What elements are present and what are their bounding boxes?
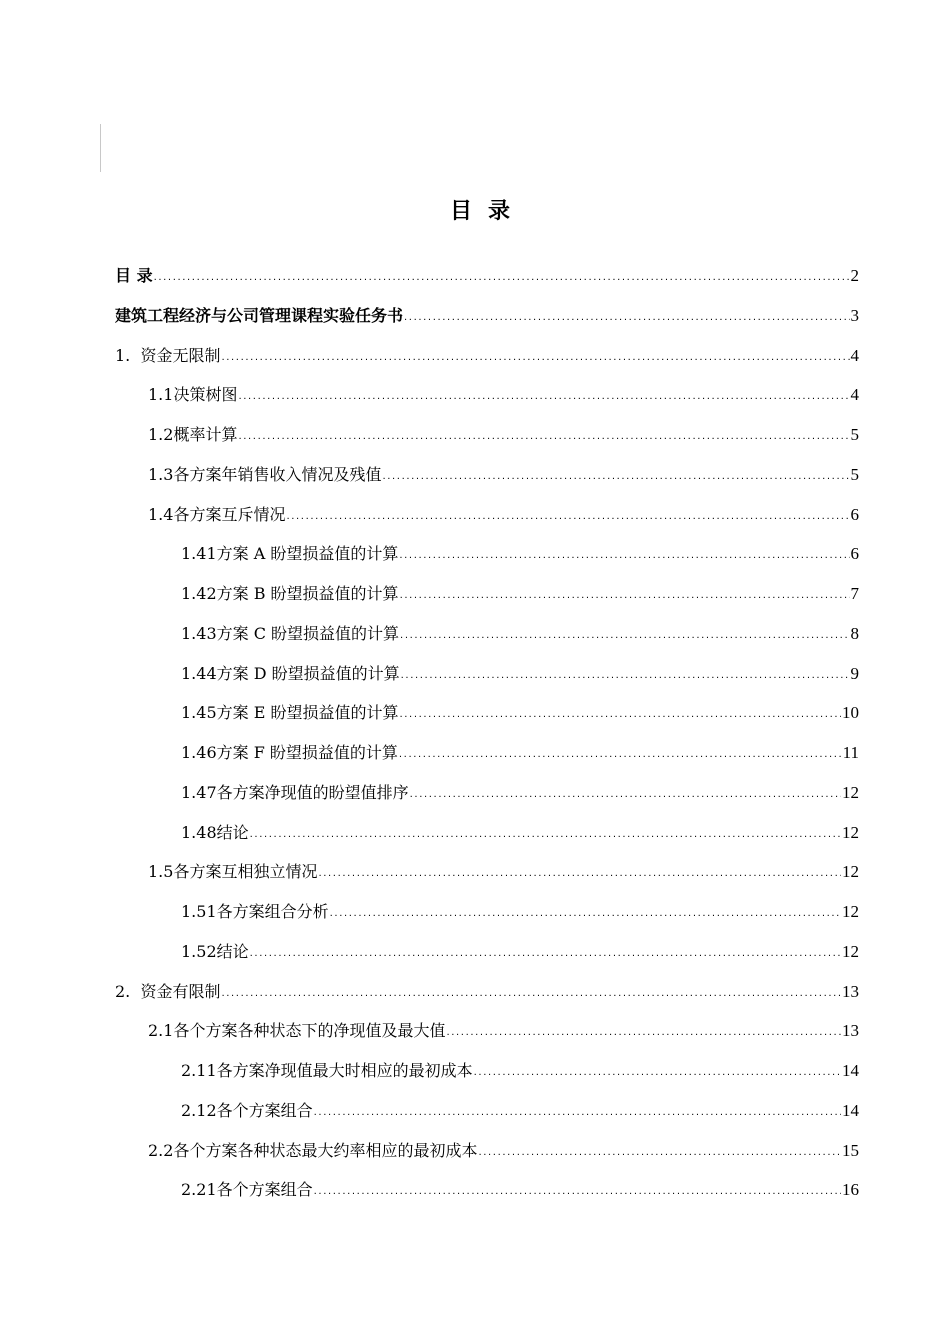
toc-page-number: 12 — [842, 822, 859, 842]
toc-entry-label: 各个方案组合 — [216, 1180, 313, 1200]
toc-entry[interactable] — [115, 326, 859, 366]
toc-entry-number: 2. — [115, 981, 141, 1001]
toc-entry-number: 2.21 — [181, 1180, 217, 1200]
toc-entry[interactable] — [148, 405, 859, 445]
toc-entry-label: 各方案年销售收入情况及残值 — [173, 464, 382, 484]
toc-page-number: 4 — [850, 345, 859, 365]
toc-page-number: 14 — [842, 1061, 859, 1080]
toc-page-number: 6 — [850, 544, 859, 564]
toc-entry[interactable] — [181, 763, 859, 803]
toc-dot-leader — [382, 469, 849, 485]
toc-entry-label: 各方案净现值的盼望值排序 — [216, 782, 409, 802]
toc-entry-number: 2.11 — [181, 1061, 217, 1080]
toc-entry-label: 各方案互相独立情况 — [173, 862, 318, 882]
toc-entry-number: 1.51 — [181, 902, 217, 921]
toc-entry-label: 各方案净现值最大时相应的最初成本 — [216, 1061, 473, 1080]
toc-page-number: 14 — [842, 1100, 859, 1120]
toc-page-number: 7 — [850, 584, 859, 603]
toc-entry-label: 决策树图 — [173, 385, 238, 405]
toc-dot-leader — [330, 906, 841, 922]
toc-entry-number: 1.45 — [181, 703, 217, 723]
toc-dot-leader — [238, 429, 849, 445]
toc-entry-label: 各方案互斥情况 — [173, 504, 286, 524]
toc-dot-leader — [250, 827, 841, 843]
toc-entry[interactable] — [181, 1081, 859, 1121]
toc-entry[interactable] — [181, 1160, 859, 1200]
toc-dot-leader — [410, 787, 841, 803]
toc-dot-leader — [399, 707, 841, 723]
toc-dot-leader — [221, 986, 841, 1002]
toc-dot-leader — [478, 1145, 841, 1161]
toc-page-number: 15 — [842, 1140, 859, 1160]
toc-dot-leader — [400, 588, 850, 604]
toc-entry-label: 方案 F 盼望损益值的计算 — [216, 743, 398, 762]
toc-page-number: 11 — [842, 743, 859, 762]
toc-entry[interactable] — [181, 564, 859, 604]
toc-entry[interactable] — [181, 683, 859, 723]
toc-page-number: 12 — [842, 941, 859, 961]
toc-dot-leader — [399, 548, 849, 564]
toc-dot-leader — [314, 1184, 841, 1200]
toc-entry-number: 1.3 — [148, 464, 174, 484]
toc-page-number: 9 — [850, 663, 859, 683]
toc-entry[interactable] — [181, 723, 859, 763]
toc-entry-number: 2.2 — [148, 1140, 174, 1160]
toc-page-number: 10 — [842, 703, 859, 723]
toc-entry[interactable] — [181, 803, 859, 843]
toc-entry[interactable] — [181, 882, 859, 922]
toc-dot-leader — [404, 310, 849, 326]
toc-entry-label: 各个方案组合 — [216, 1100, 313, 1120]
toc-entry-label: 资金有限制 — [140, 981, 221, 1001]
toc-entry[interactable] — [115, 246, 859, 286]
toc-dot-leader — [286, 509, 849, 525]
toc-entry-number: 1.42 — [181, 584, 217, 603]
toc-entry[interactable] — [181, 644, 859, 684]
margin-marker-line — [100, 124, 101, 172]
toc-heading: 目录 — [449, 199, 526, 224]
toc-entry-number: 1.44 — [181, 663, 217, 683]
toc-entry-number: 1.48 — [181, 822, 217, 842]
toc-page-number: 12 — [842, 862, 859, 882]
toc-entry-label: 目 录 — [115, 266, 153, 285]
toc-entry-label: 方案 D 盼望损益值的计算 — [216, 663, 400, 683]
toc-dot-leader — [400, 628, 849, 644]
toc-entry[interactable] — [181, 604, 859, 644]
toc-entry[interactable] — [148, 842, 859, 882]
toc-entry-number: 2.1 — [148, 1021, 174, 1041]
toc-page-number: 5 — [850, 425, 859, 444]
toc-dot-leader — [250, 946, 841, 962]
toc-dot-leader — [238, 389, 849, 405]
toc-entry[interactable] — [148, 1121, 859, 1161]
toc-page-number: 12 — [842, 902, 859, 921]
toc-entry-number: 1.43 — [181, 623, 217, 643]
toc-entry-label: 方案 E 盼望损益值的计算 — [216, 703, 399, 723]
toc-entry-number: 1.52 — [181, 941, 217, 961]
toc-entry[interactable] — [148, 365, 859, 405]
toc-entry-label: 资金无限制 — [140, 345, 221, 365]
toc-entry-number: 1.46 — [181, 743, 217, 762]
toc-page-number: 13 — [842, 1021, 859, 1041]
toc-entry-number: 1.5 — [148, 862, 174, 882]
toc-entry[interactable] — [115, 286, 859, 326]
toc-page-number: 4 — [850, 385, 859, 405]
toc-entry-label: 各方案组合分析 — [216, 902, 329, 921]
toc-entry-label: 方案 C 盼望损益值的计算 — [216, 623, 400, 643]
toc-dot-leader — [318, 866, 841, 882]
toc-entry-number: 1.4 — [148, 504, 174, 524]
toc-page-number: 2 — [850, 266, 859, 285]
toc-entry-label: 各个方案各种状态最大约率相应的最初成本 — [173, 1140, 478, 1160]
toc-dot-leader — [154, 270, 850, 286]
toc-entry-label: 建筑工程经济与公司管理课程实验任务书 — [115, 305, 404, 325]
toc-entry[interactable] — [148, 445, 859, 485]
toc-entry-label: 结论 — [216, 822, 249, 842]
toc-dot-leader — [446, 1025, 841, 1041]
toc-entry-number: 1. — [115, 345, 141, 365]
toc-entry-label: 方案 B 盼望损益值的计算 — [216, 584, 399, 603]
toc-page-number: 3 — [850, 305, 859, 325]
toc-entry[interactable] — [148, 485, 859, 525]
toc-entry-number: 2.12 — [181, 1100, 217, 1120]
toc-page-number: 13 — [842, 981, 859, 1001]
toc-entry-number: 1.41 — [181, 544, 217, 564]
toc-dot-leader — [401, 668, 850, 684]
toc-entry[interactable] — [181, 524, 859, 564]
toc-entry-label: 结论 — [216, 941, 249, 961]
toc-page-number: 5 — [850, 464, 859, 484]
toc-entry-number: 1.2 — [148, 425, 174, 444]
toc-entry-number: 1.1 — [148, 385, 174, 405]
toc-entry[interactable] — [181, 922, 859, 962]
toc-dot-leader — [314, 1105, 841, 1121]
toc-dot-leader — [221, 350, 849, 366]
toc-entry-number: 1.47 — [181, 782, 217, 802]
toc-dot-leader — [399, 747, 842, 763]
toc-entry[interactable] — [148, 1001, 859, 1041]
toc-page-number: 12 — [842, 782, 859, 802]
toc-entry-label: 各个方案各种状态下的净现值及最大值 — [173, 1021, 446, 1041]
toc-entry-label: 方案 A 盼望损益值的计算 — [216, 544, 399, 564]
toc-dot-leader — [474, 1065, 841, 1081]
toc-entry-label: 概率计算 — [173, 425, 238, 444]
toc-page-number: 16 — [842, 1180, 859, 1200]
toc-entry[interactable] — [181, 1041, 859, 1081]
toc-entry[interactable] — [115, 962, 859, 1002]
toc-page-number: 8 — [850, 623, 859, 643]
toc-page-number: 6 — [850, 504, 859, 524]
